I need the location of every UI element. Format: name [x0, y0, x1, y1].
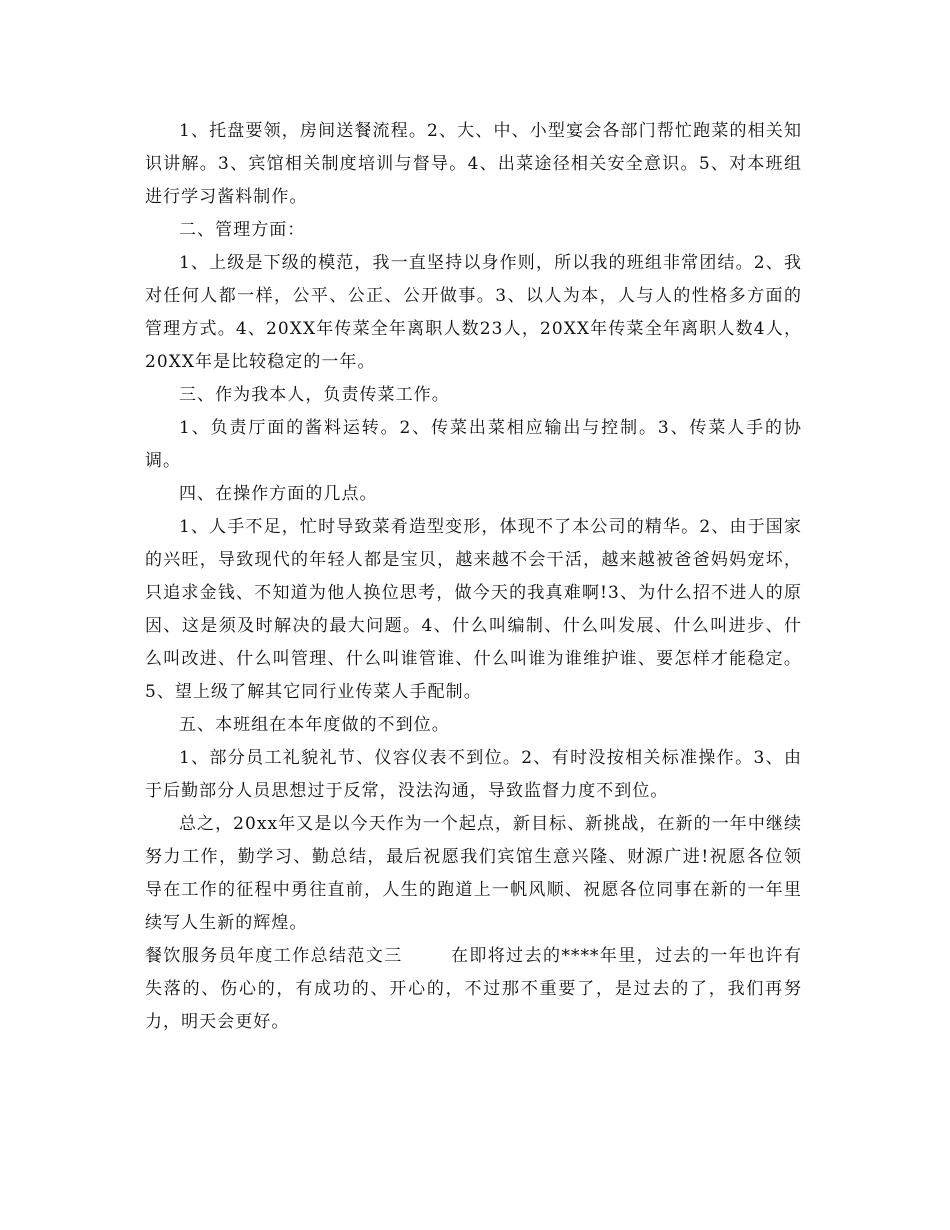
heading-shortcomings: 五、本班组在本年度做的不到位。 [179, 715, 450, 735]
paragraph-shortcomings-items: 1、部分员工礼貌礼节、仪容仪表不到位。2、有时没按相关标准操作。3、由于后勤部分人员思想过于反常，没法沟通，导致监督力度不到位。 [145, 748, 802, 801]
paragraph-training-items: 1、托盘要领，房间送餐流程。2、大、中、小型宴会各部门帮忙跑菜的相关知识讲解。3、宾馆相关制度培训与督导。4、出菜途径相关安全意识。5、对本班组进行学习酱料制作。 [145, 121, 802, 207]
final-section-text: 在即将过去的****年里，过去的一年也许有失落的、伤心的，有成功的、开心的，不过那不重要了，是过去的了，我们再努力，明天会更好。 [145, 946, 802, 1032]
paragraph-operations-items: 1、人手不足，忙时导致菜肴造型变形，体现不了本公司的精华。2、由于国家的兴旺，导致现代的年轻人都是宝贝，越来越不会干活，越来越被爸爸妈妈宠坏，只追求金钱、不知道为他人换位思考，做今天的我真难啊!3、为什么招不进人的原因、这是须及时解决的最大问题。4、什么叫编制、什么叫发展、什么叫进步、什么叫改进、什么叫管理、什么叫谁管谁、什么叫谁为谁维护谁、要怎样才能稳定。5、望上级了解其它同行业传菜人手配制。 [145, 517, 802, 702]
paragraph-management-items: 1、上级是下级的模范，我一直坚持以身作则，所以我的班组非常团结。2、我对任何人都一样，公平、公正、公开做事。3、以人为本，人与人的性格多方面的管理方式。4、20XX年传菜全年离职人数23人，20XX年传菜全年离职人数4人，20XX年是比较稳定的一年。 [145, 253, 802, 372]
heading-management: 二、管理方面： [179, 220, 306, 240]
heading-operations: 四、在操作方面的几点。 [179, 484, 378, 504]
paragraph-conclusion: 总之，20xx年又是以今天作为一个起点，新目标、新挑战，在新的一年中继续努力工作，勤学习、勤总结，最后祝愿我们宾馆生意兴隆、财源广进!祝愿各位领导在工作的征程中勇往直前，人生的跑道上一帆风顺、祝愿各位同事在新的一年里续写人生新的辉煌。 [145, 814, 802, 933]
paragraph-personal-role-items: 1、负责厅面的酱料运转。2、传菜出菜相应输出与控制。3、传菜人手的协调。 [145, 418, 802, 471]
document-body [145, 115, 802, 1039]
final-section-title: 餐饮服务员年度工作总结范文三 [145, 946, 403, 966]
heading-personal-role: 三、作为我本人，负责传菜工作。 [179, 385, 450, 405]
paragraph-final [145, 940, 802, 1039]
